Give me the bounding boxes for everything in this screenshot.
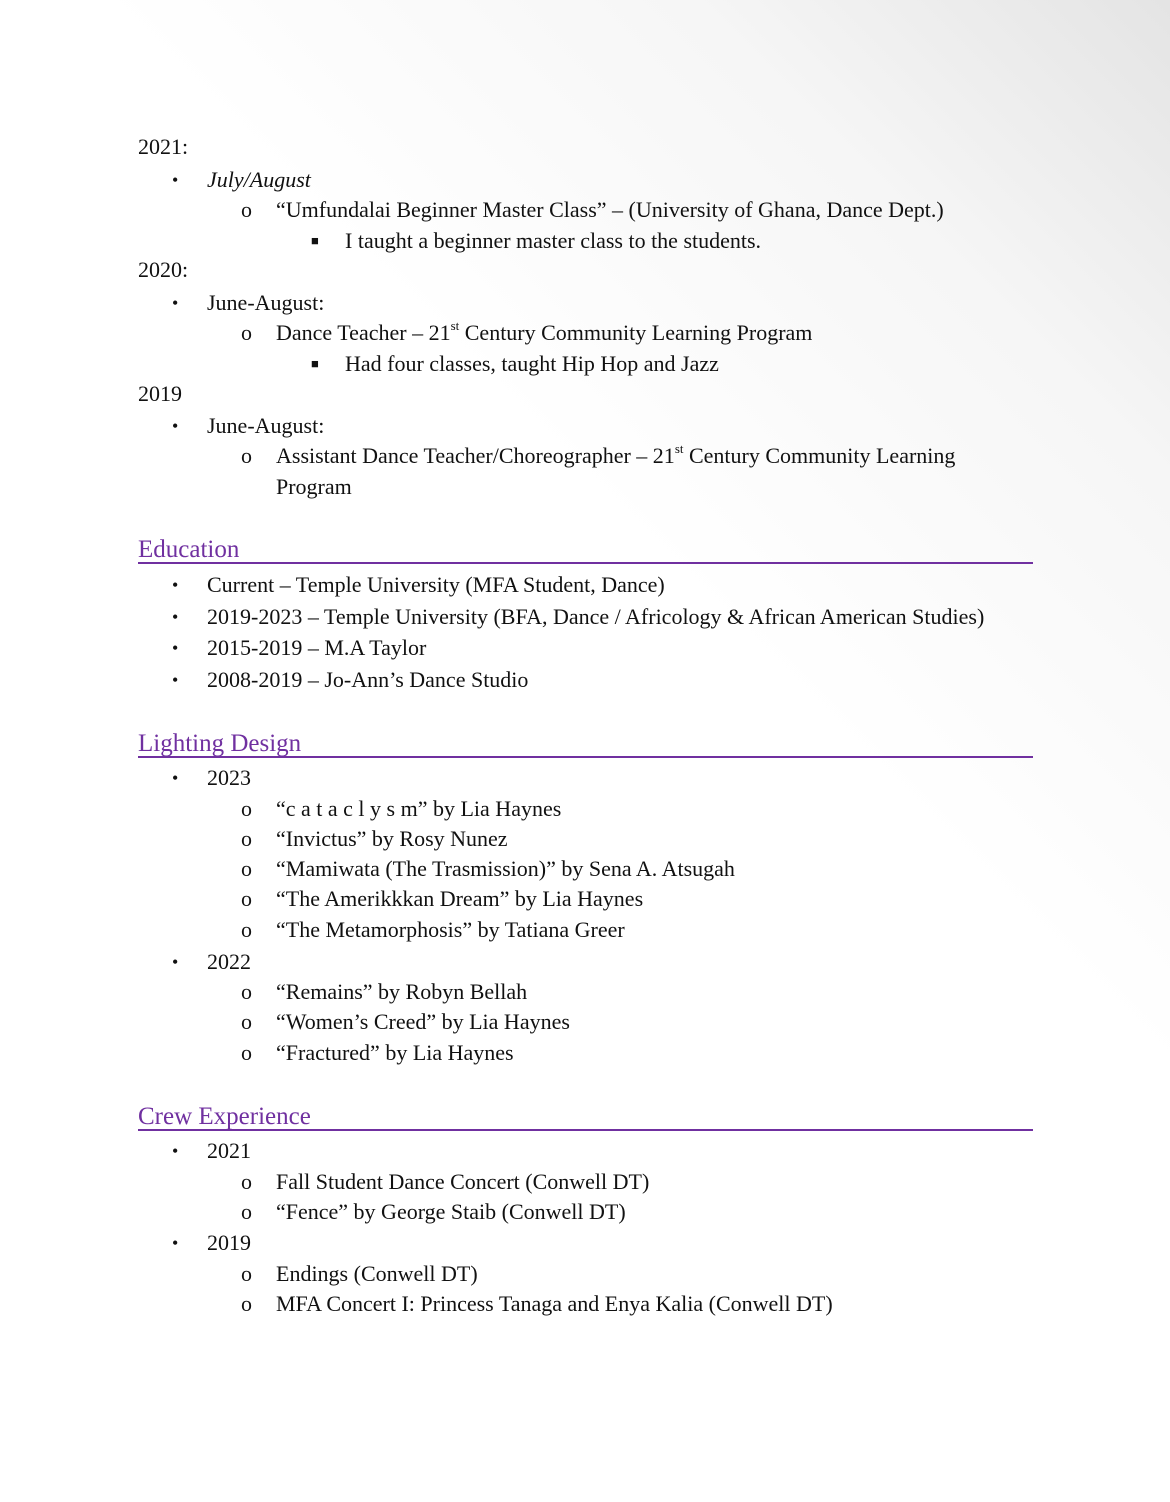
lighting-item: “Fractured” by Lia Haynes [276,1039,514,1065]
lighting-item: “Remains” by Robyn Bellah [276,979,528,1004]
crew-year: 2019 [207,1230,251,1255]
circle-bullet: o [241,886,252,912]
circle-bullet: o [241,916,252,942]
disc-bullet: • [172,768,179,788]
year-label: 2020: [138,257,189,282]
circle-bullet: o [241,1290,252,1316]
circle-bullet: o [241,1198,252,1224]
circle-bullet: o [241,979,252,1004]
section-heading-lighting-design: Lighting Design [138,724,1033,758]
crew-item: “Fence” by George Staib (Conwell DT) [276,1198,626,1224]
education-item: 2015-2019 – M.A Taylor [207,635,427,661]
disc-bullet: • [172,416,179,436]
role-text: Assistant Dance Teacher/Choreographer – 21st Century Community Learning [276,440,956,468]
square-bullet: ■ [311,233,319,248]
crew-item: MFA Concert I: Princess Tanaga and Enya Kalia (Conwell DT) [276,1290,833,1316]
circle-bullet: o [241,856,252,882]
disc-bullet: • [172,606,179,627]
crew-item: Endings (Conwell DT) [276,1260,478,1286]
circle-bullet: o [241,825,252,851]
period-label: July/August [207,167,311,192]
role-text-continued: Program [276,474,352,499]
circle-bullet: o [241,197,252,222]
detail-text: I taught a beginner master class to the students. [345,228,762,253]
role-text: “Umfundalai Beginner Master Class” – (University of Ghana, Dance Dept.) [276,197,944,222]
period-label: June-August: [207,413,325,438]
section-heading-education: Education [138,530,1033,564]
circle-bullet: o [241,1009,252,1035]
lighting-item: “Invictus” by Rosy Nunez [276,825,508,851]
lighting-item: “Mamiwata (The Trasmission)” by Sena A. Atsugah [276,856,735,882]
section-heading-crew-experience: Crew Experience [138,1097,1033,1131]
circle-bullet: o [241,1168,252,1194]
lighting-item: “The Amerikkkan Dream” by Lia Haynes [276,886,644,912]
year-label: 2021: [138,134,189,159]
circle-bullet: o [241,795,252,821]
lighting-year: 2023 [207,765,251,790]
education-item: 2008-2019 – Jo-Ann’s Dance Studio [207,667,529,693]
crew-year: 2021 [207,1138,251,1163]
crew-item: Fall Student Dance Concert (Conwell DT) [276,1168,650,1194]
circle-bullet: o [241,320,252,345]
education-item: 2019-2023 – Temple University (BFA, Dance / Africology & African American Studies) [207,603,985,629]
detail-text: Had four classes, taught Hip Hop and Jazz [345,351,719,376]
disc-bullet: • [172,575,179,595]
disc-bullet: • [172,670,179,691]
lighting-item: “c a t a c l y s m” by Lia Haynes [276,795,562,821]
disc-bullet: • [172,1233,179,1253]
disc-bullet: • [172,1141,179,1161]
education-item: Current – Temple University (MFA Student, Dance) [207,572,665,597]
disc-bullet: • [172,170,179,190]
square-bullet: ■ [311,356,319,371]
role-text: Dance Teacher – 21st Century Community Learning Program [276,317,813,345]
lighting-item: “Women’s Creed” by Lia Haynes [276,1009,570,1035]
circle-bullet: o [241,443,252,468]
disc-bullet: • [172,293,179,313]
period-label: June-August: [207,290,325,315]
lighting-item: “The Metamorphosis” by Tatiana Greer [276,916,625,942]
disc-bullet: • [172,638,179,659]
circle-bullet: o [241,1039,252,1065]
lighting-year: 2022 [207,948,251,974]
circle-bullet: o [241,1260,252,1286]
year-label: 2019 [138,381,182,406]
disc-bullet: • [172,951,179,972]
